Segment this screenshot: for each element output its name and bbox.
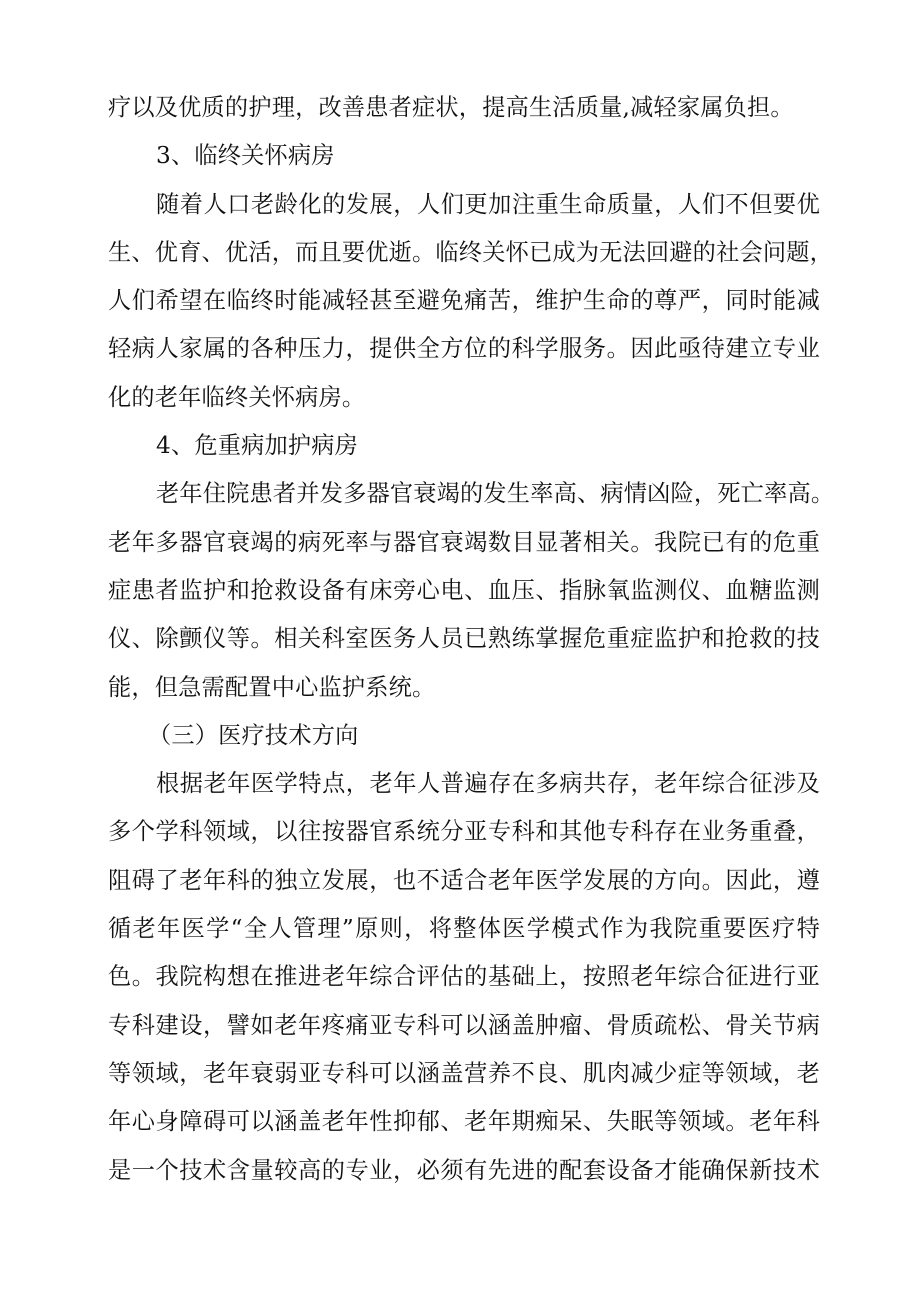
paragraph-line: 仪、除颤仪等。相关科室医务人员已熟练掌握危重症监护和抢救的技 — [108, 625, 820, 653]
paragraph-line: 人们希望在临终时能减轻甚至避免痛苦，维护生命的尊严，同时能减 — [108, 287, 820, 315]
paragraph-line: 轻病人家属的各种压力，提供全方位的科学服务。因此亟待建立专业 — [108, 335, 820, 363]
paragraph-line: 老年多器官衰竭的病死率与器官衰竭数目显著相关。我院已有的危重 — [108, 528, 820, 556]
document-page — [108, 84, 835, 1195]
paragraph-line: 专科建设，譬如老年疼痛亚专科可以涵盖肿瘤、骨质疏松、骨关节病 — [108, 1011, 820, 1039]
paragraph-line: 生、优育、优活，而且要优逝。临终关怀已成为无法回避的社会问题， — [108, 238, 834, 266]
paragraph-line: 随着人口老龄化的发展，人们更加注重生命质量，人们不但要优 — [156, 190, 820, 218]
paragraph-line: 疗以及优质的护理，改善患者症状，提高生活质量,减轻家属负担。 — [108, 94, 794, 121]
paragraph-line: 年心身障碍可以涵盖老年性抑郁、老年期痴呆、失眠等领域。老年科 — [108, 1108, 820, 1136]
paragraph-line: 能，但急需配置中心监护系统。 — [108, 673, 436, 701]
section-heading-hospice-ward: 3、临终关怀病房 — [156, 142, 335, 170]
paragraph-line: 症患者监护和抢救设备有床旁心电、血压、指脉氧监测仪、血糖监测 — [108, 576, 820, 604]
paragraph-line: 等领域，老年衰弱亚专科可以涵盖营养不良、肌肉减少症等领域，老 — [108, 1059, 820, 1087]
section-heading-medical-technology: （三）医疗技术方向 — [148, 721, 359, 749]
paragraph-line: 是一个技术含量较高的专业，必须有先进的配套设备才能确保新技术 — [108, 1156, 820, 1184]
paragraph-line: 化的老年临终关怀病房。 — [108, 383, 366, 411]
paragraph-line: 老年住院患者并发多器官衰竭的发生率高、病情凶险，死亡率高。 — [156, 480, 835, 508]
paragraph-line: 阻碍了老年科的独立发展，也不适合老年医学发展的方向。因此，遵 — [108, 866, 820, 894]
paragraph-line: 色。我院构想在推进老年综合评估的基础上，按照老年综合征进行亚 — [108, 963, 820, 991]
paragraph-line: 循老年医学“全人管理”原则，将整体医学模式作为我院重要医疗特 — [108, 915, 820, 943]
paragraph-line: 根据老年医学特点，老年人普遍存在多病共存，老年综合征涉及 — [156, 770, 820, 798]
section-heading-critical-care-ward: 4、危重病加护病房 — [156, 432, 359, 460]
paragraph-line: 多个学科领域，以往按器官系统分亚专科和其他专科存在业务重叠， — [108, 818, 820, 846]
